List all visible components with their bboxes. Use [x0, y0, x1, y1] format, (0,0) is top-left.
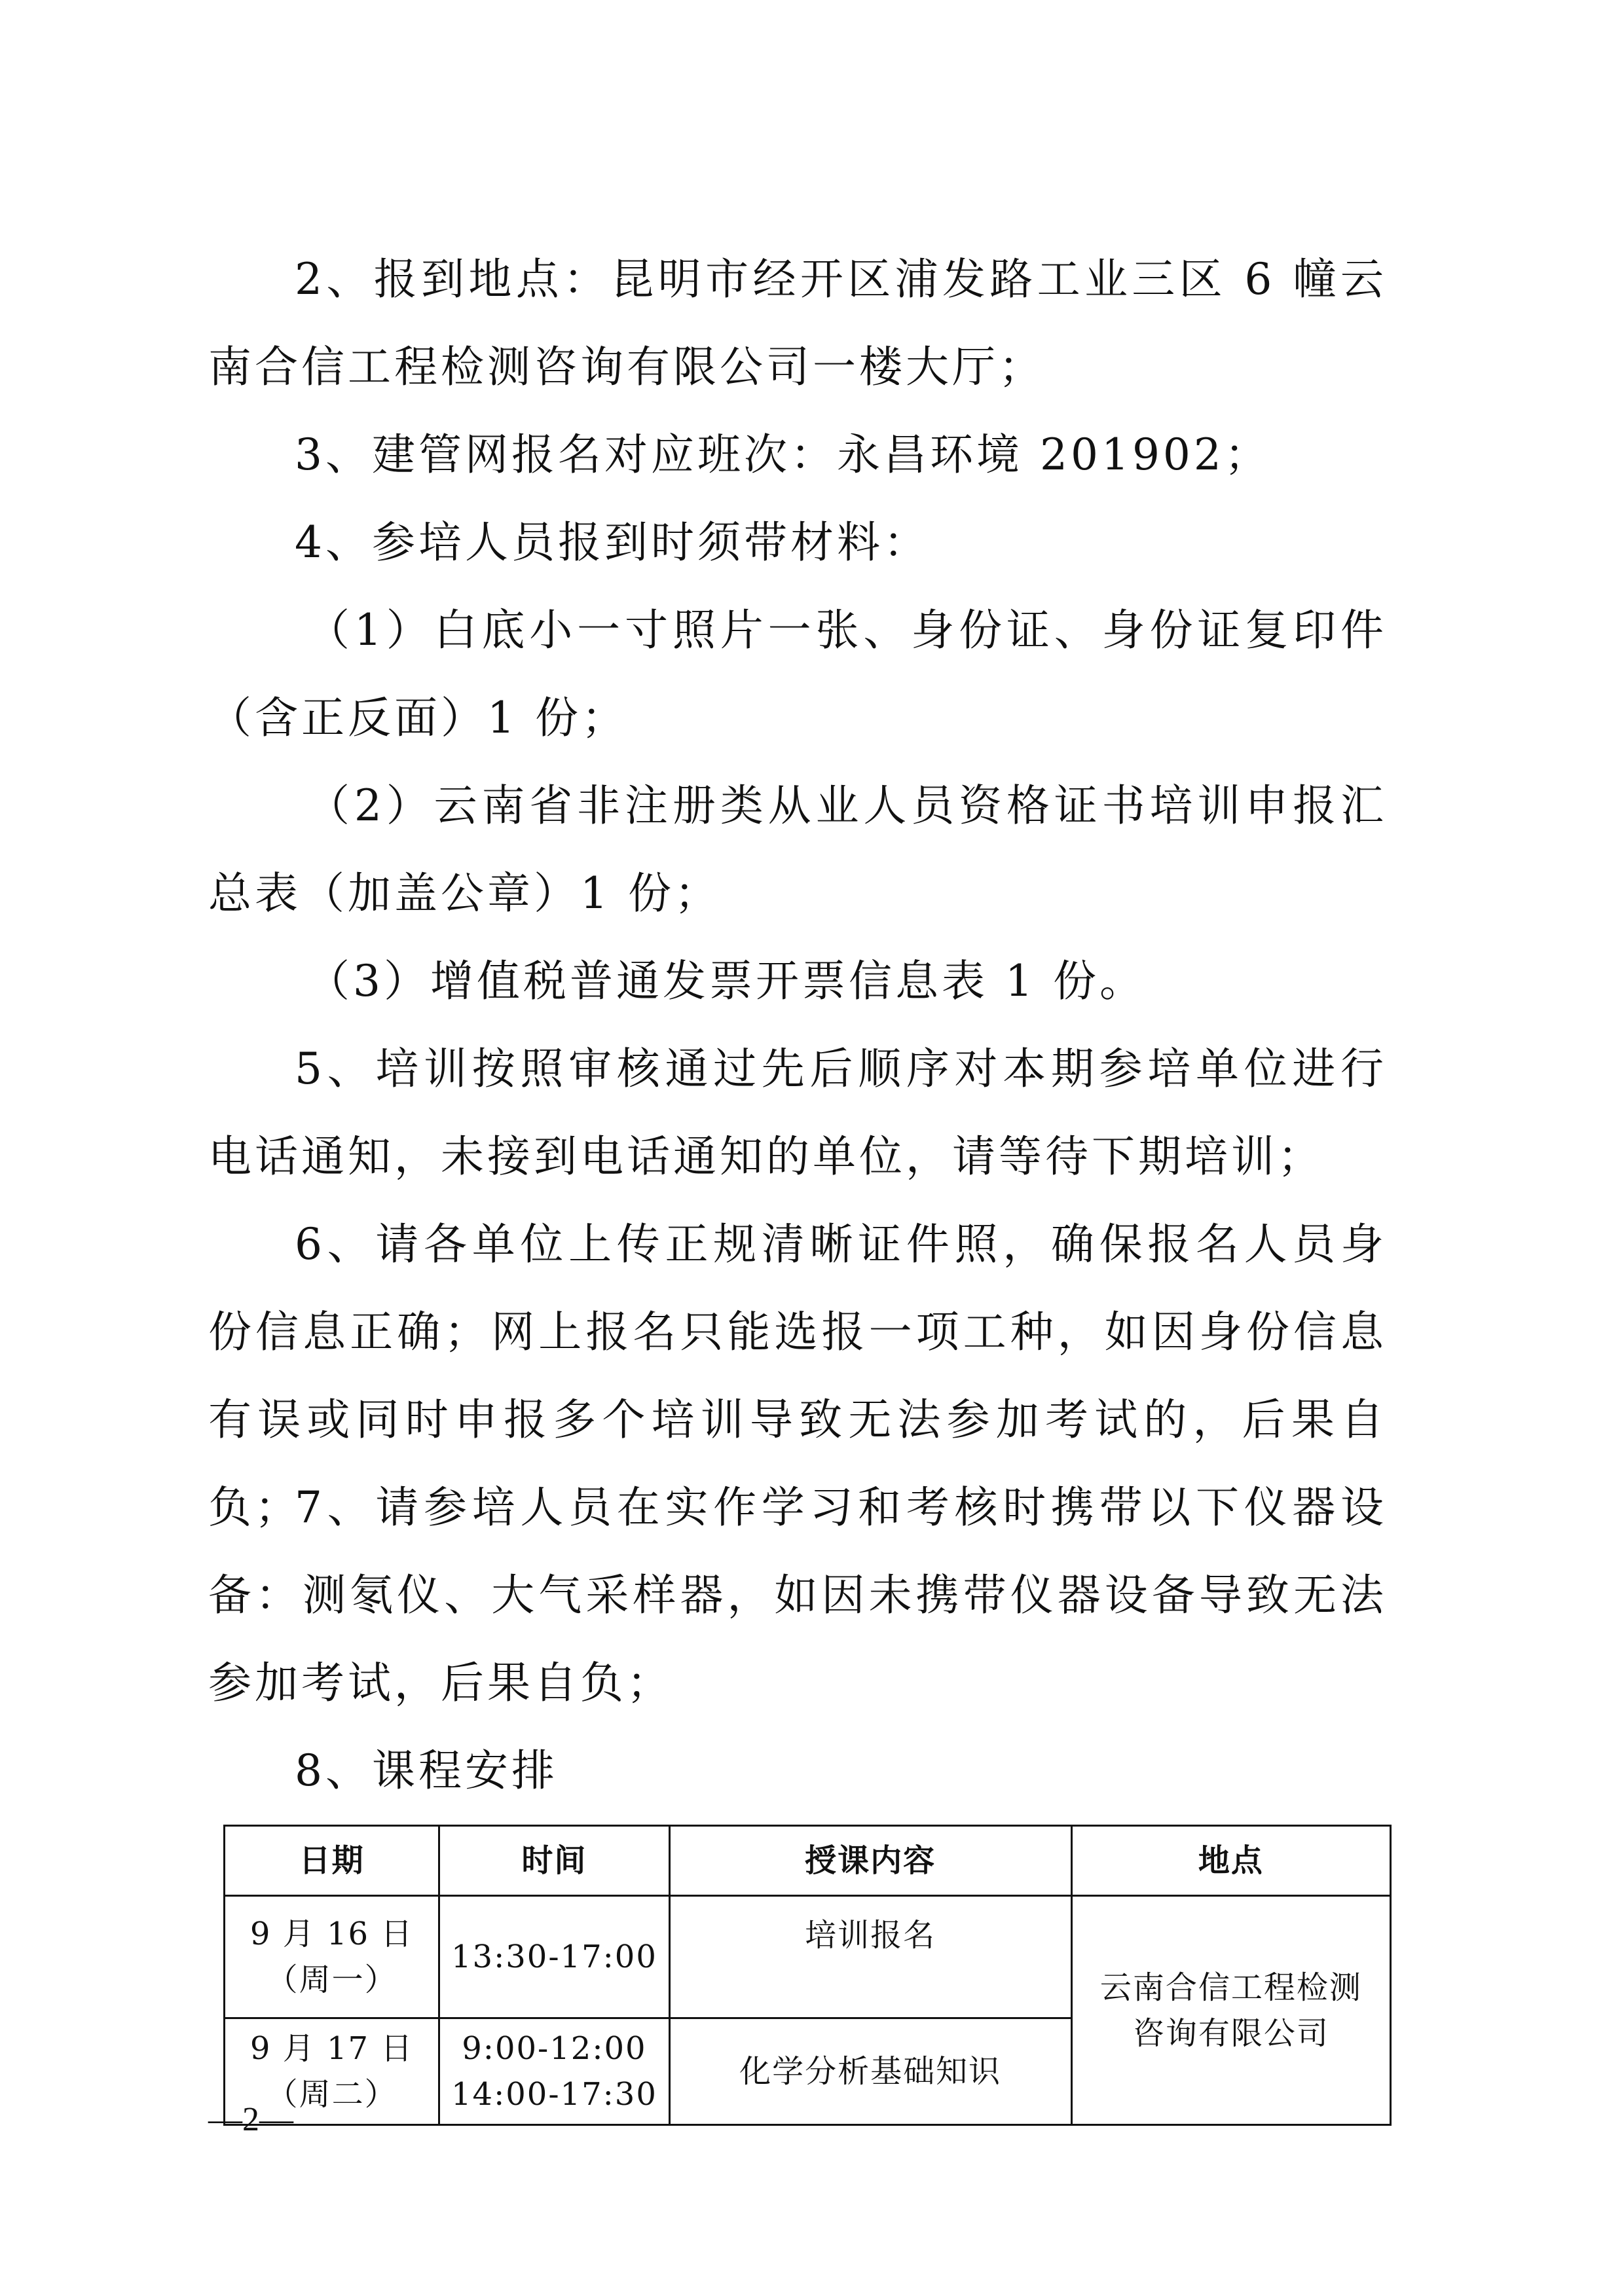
paragraph-course-schedule-heading: 8、课程安排	[295, 1745, 558, 1796]
table-header-row	[225, 1826, 1391, 1896]
weekday-text: （周一）	[266, 1961, 397, 1998]
place-text-line-2: 咨询有限公司	[1132, 2014, 1329, 2052]
time-text: 14:00-17:30	[451, 2076, 657, 2113]
cell-time	[439, 2018, 669, 2125]
paragraph-material-3: （3）增值税普通发票开票信息表 1 份。	[306, 956, 1146, 1006]
time-text: 13:30-17:00	[451, 1939, 657, 1975]
cell-content: 化学分析基础知识	[669, 2018, 1071, 2125]
header-date: 日期	[225, 1826, 439, 1896]
paragraph-phone-notice: 5、培训按照审核通过先后顺序对本期参培单位进行电话通知，未接到电话通知的单位，请等待下期培训；	[208, 1044, 1387, 1182]
table-row	[225, 1896, 1391, 2018]
date-text: 9 月 16 日	[249, 1916, 414, 1952]
paragraph-id-photo: 6、请各单位上传正规清晰证件照，确保报名人员身份信息正确；网上报名只能选报一项工种，如因身份信息有误或同时申报多个培训导致无法参加考试的，后果自负；	[208, 1219, 1387, 1533]
paragraph-material-2: （2）云南省非注册类从业人员资格证书培训申报汇总表（加盖公章）1 份；	[208, 780, 1387, 919]
paragraph-equipment: 7、请参培人员在实作学习和考核时携带以下仪器设备：测氡仪、大气采样器，如因未携带仪器设备导致无法参加考试，后果自负；	[208, 1482, 1387, 1708]
place-text-line-1: 云南合信工程检测	[1099, 1969, 1362, 2006]
time-text: 9:00-12:00	[462, 2030, 647, 2067]
cell-date	[225, 1896, 439, 2018]
paragraph-report-location: 2、报到地点：昆明市经开区浦发路工业三区 6 幢云南合信工程检测咨询有限公司一楼大厅；	[208, 254, 1387, 392]
date-text: 9 月 17 日	[249, 2030, 414, 2067]
cell-place	[1071, 1896, 1390, 2125]
page-number: —2—	[208, 2101, 293, 2138]
paragraph-material-1: （1）白底小一寸照片一张、身份证、身份证复印件（含正反面）1 份；	[208, 605, 1387, 743]
header-content: 授课内容	[669, 1826, 1071, 1896]
paragraph-class-code: 3、建管网报名对应班次：永昌环境 201902；	[295, 429, 1271, 480]
paragraph-materials-heading: 4、参培人员报到时须带材料：	[295, 517, 930, 568]
weekday-text: （周二）	[266, 2076, 397, 2113]
cell-content: 培训报名	[669, 1896, 1071, 2018]
course-schedule-table	[223, 1825, 1392, 2126]
header-place: 地点	[1071, 1826, 1390, 1896]
cell-time	[439, 1896, 669, 2018]
header-time: 时间	[439, 1826, 669, 1896]
